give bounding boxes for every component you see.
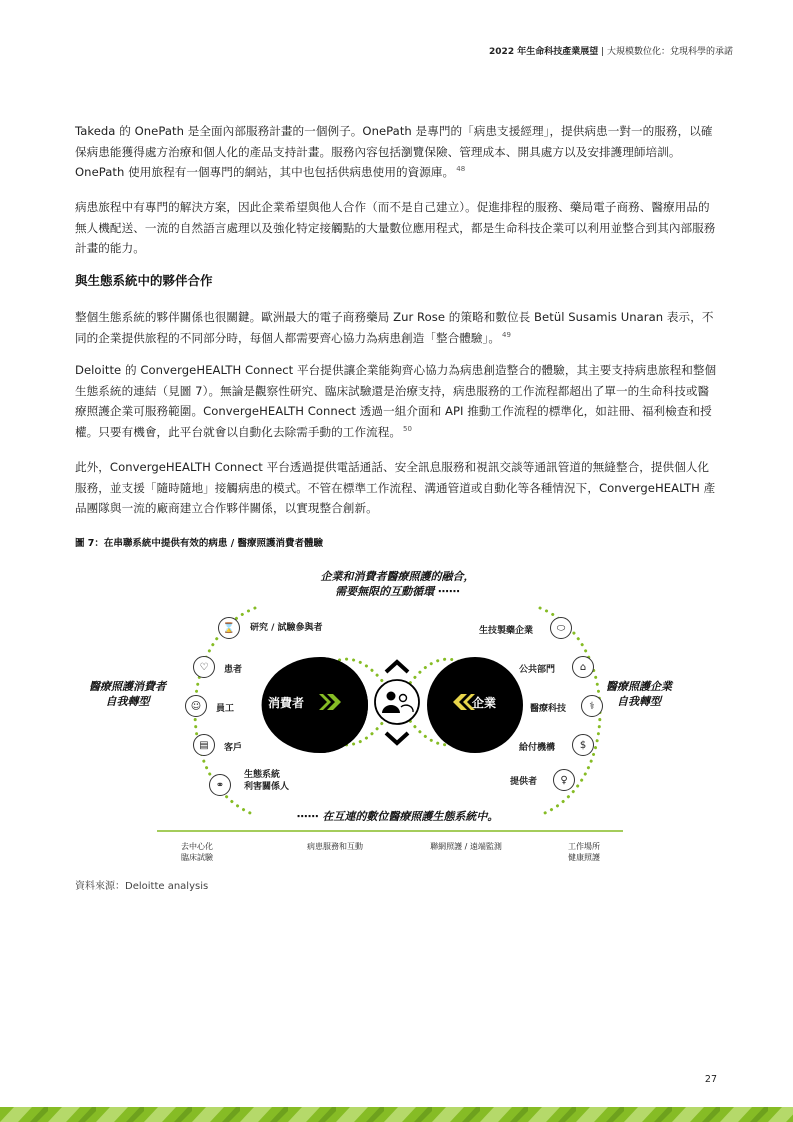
people-icon: ☺ xyxy=(185,695,207,717)
left-item-label: 研究 / 試驗參與者 xyxy=(250,623,323,633)
provider-icon: ♀ xyxy=(553,769,575,791)
dollar-icon: $ xyxy=(572,734,594,756)
bottom-label-services: 病患服務和互動 xyxy=(307,842,363,851)
running-header xyxy=(489,44,733,57)
left-item-label: 客戶 xyxy=(224,743,243,753)
bottom-label-connected-care: 聯網照護 / 遠端監測 xyxy=(430,842,502,851)
footnote-ref[interactable]: 50 xyxy=(403,424,413,433)
right-side-label: 醫療照護企業 自我轉型 xyxy=(606,680,672,708)
left-item-label: 生態系統 利害關係人 xyxy=(244,770,290,792)
handshake-icon: ⚭ xyxy=(209,774,231,796)
left-item-label: 患者 xyxy=(224,665,243,675)
page-number: 27 xyxy=(704,1074,717,1085)
consumer-label: 消費者 xyxy=(268,696,305,710)
pill-icon: ⬭ xyxy=(550,617,572,639)
paragraph-integration: 此外，ConvergeHEALTH Connect 平台透過提供電話通話、安全訊息服務和視訊交談等通訊管道的無縫整合，提供個人化服務，並支援「隨時隨地」接觸病患的模式。不管在標準工作流程、溝通管道或自動化等各種情況下，ConvergeHEALTH 產品團隊與一流的廠商建立合作夥伴關係，以實現整合創新。 xyxy=(75,460,716,515)
left-item-label: 員工 xyxy=(216,704,235,714)
device-icon: ⚕ xyxy=(581,695,603,717)
heart-icon: ♡ xyxy=(193,656,215,678)
paragraph-convergehealth: Deloitte 的 ConvergeHEALTH Connect 平台提供讓企業能夠齊心協力為病患創造整合的體驗，其主要支持病患旅程和整個生態系統的連結（見圖 7）。無論是觀察性研究、臨床試驗還是治療支持，病患服務的工作流程都超出了單一的生命科技或醫療照護企業可服務範圍。ConvergeHEALTH Connect 透過一組介面和 API 推動工作流程的標準化，如註冊、福利檢查和授權。只要有機會，此平台就會以自動化去除需手動的工作流程。 $^{50}$ xyxy=(75,363,717,439)
enterprise-label: 企業 xyxy=(472,696,497,710)
right-item-label: 提供者 xyxy=(510,777,538,787)
diagram-top-title: 企業和消費者醫療照護的融合， 需要無限的互動循環 ⋯⋯ xyxy=(320,570,475,598)
footer-stripe xyxy=(0,1107,793,1122)
paragraph-onepath: Takeda 的 OnePath 是全面內部服務計畫的一個例子。OnePath 是專門的「病患支援經理」，提供病患一對一的服務，以確保病患能獲得處方治療和個人化的產品支持計畫。服務內容包括瀏覽保險、管理成本、開具處方以及安排護理師培訓。OnePath 使用旅程有一個專門的網站，其中也包括供病患使用的資源庫。 $^{48}$ xyxy=(75,124,713,179)
footnote-ref[interactable]: 48 xyxy=(456,165,466,174)
right-item-label: 生技製藥企業 xyxy=(479,626,534,636)
bottom-label-workplace: 工作場所 健康照護 xyxy=(568,842,600,862)
hourglass-icon: ⌛ xyxy=(218,617,240,639)
left-side-label: 醫療照護消費者 自我轉型 xyxy=(89,680,166,708)
building-icon: ⌂ xyxy=(572,656,594,678)
chevron-down-icon xyxy=(386,733,408,743)
header-report-title: 2022 年生命科技產業展望 xyxy=(489,47,599,57)
paragraph-solutions: 病患旅程中有專門的解決方案，因此企業希望與他人合作（而不是自己建立）。促進排程的服務、藥局電子商務、醫療用品的無人機配送、一流的自然語言處理以及強化特定接觸點的大量數位應用程式，都是生命科技企業可以利用並整合到其內部服務計畫的能力。 xyxy=(75,200,716,255)
header-subtitle: 大規模數位化：兌現科學的承諾 xyxy=(606,47,733,57)
ecosystem-diagram xyxy=(75,560,720,875)
header-separator: | xyxy=(598,47,607,57)
diagram-graphics xyxy=(75,560,720,875)
chevron-up-icon xyxy=(386,662,408,672)
footer-stripe-pattern xyxy=(0,1107,793,1122)
people-circle xyxy=(375,680,419,724)
diagram-bottom-title: ⋯⋯ 在互連的數位醫療照護生態系統中。 xyxy=(296,810,499,823)
figure-source: 資料來源：Deloitte analysis xyxy=(75,881,209,892)
bottom-label-trials: 去中心化 臨床試驗 xyxy=(181,842,213,862)
card-icon: ▤ xyxy=(193,734,215,756)
right-item-label: 給付機構 xyxy=(519,743,556,753)
figure-caption: 圖 7：在串聯系統中提供有效的病患 / 醫療照護消費者體驗 xyxy=(75,538,324,549)
right-item-label: 醫療科技 xyxy=(530,704,567,714)
right-item-label: 公共部門 xyxy=(519,665,556,675)
paragraph-ecosystem: 整個生態系統的夥伴關係也很關鍵。歐洲最大的電子商務藥局 Zur Rose 的策略和數位長 Betül Susamis Unaran 表示，不同的企業提供旅程的不同部分時，每個人都需要齊心協力為病患創造「整合體驗」。 $^{49}$ xyxy=(75,310,714,345)
section-heading: 與生態系統中的夥伴合作 xyxy=(75,273,213,288)
footnote-ref[interactable]: 49 xyxy=(502,330,512,339)
